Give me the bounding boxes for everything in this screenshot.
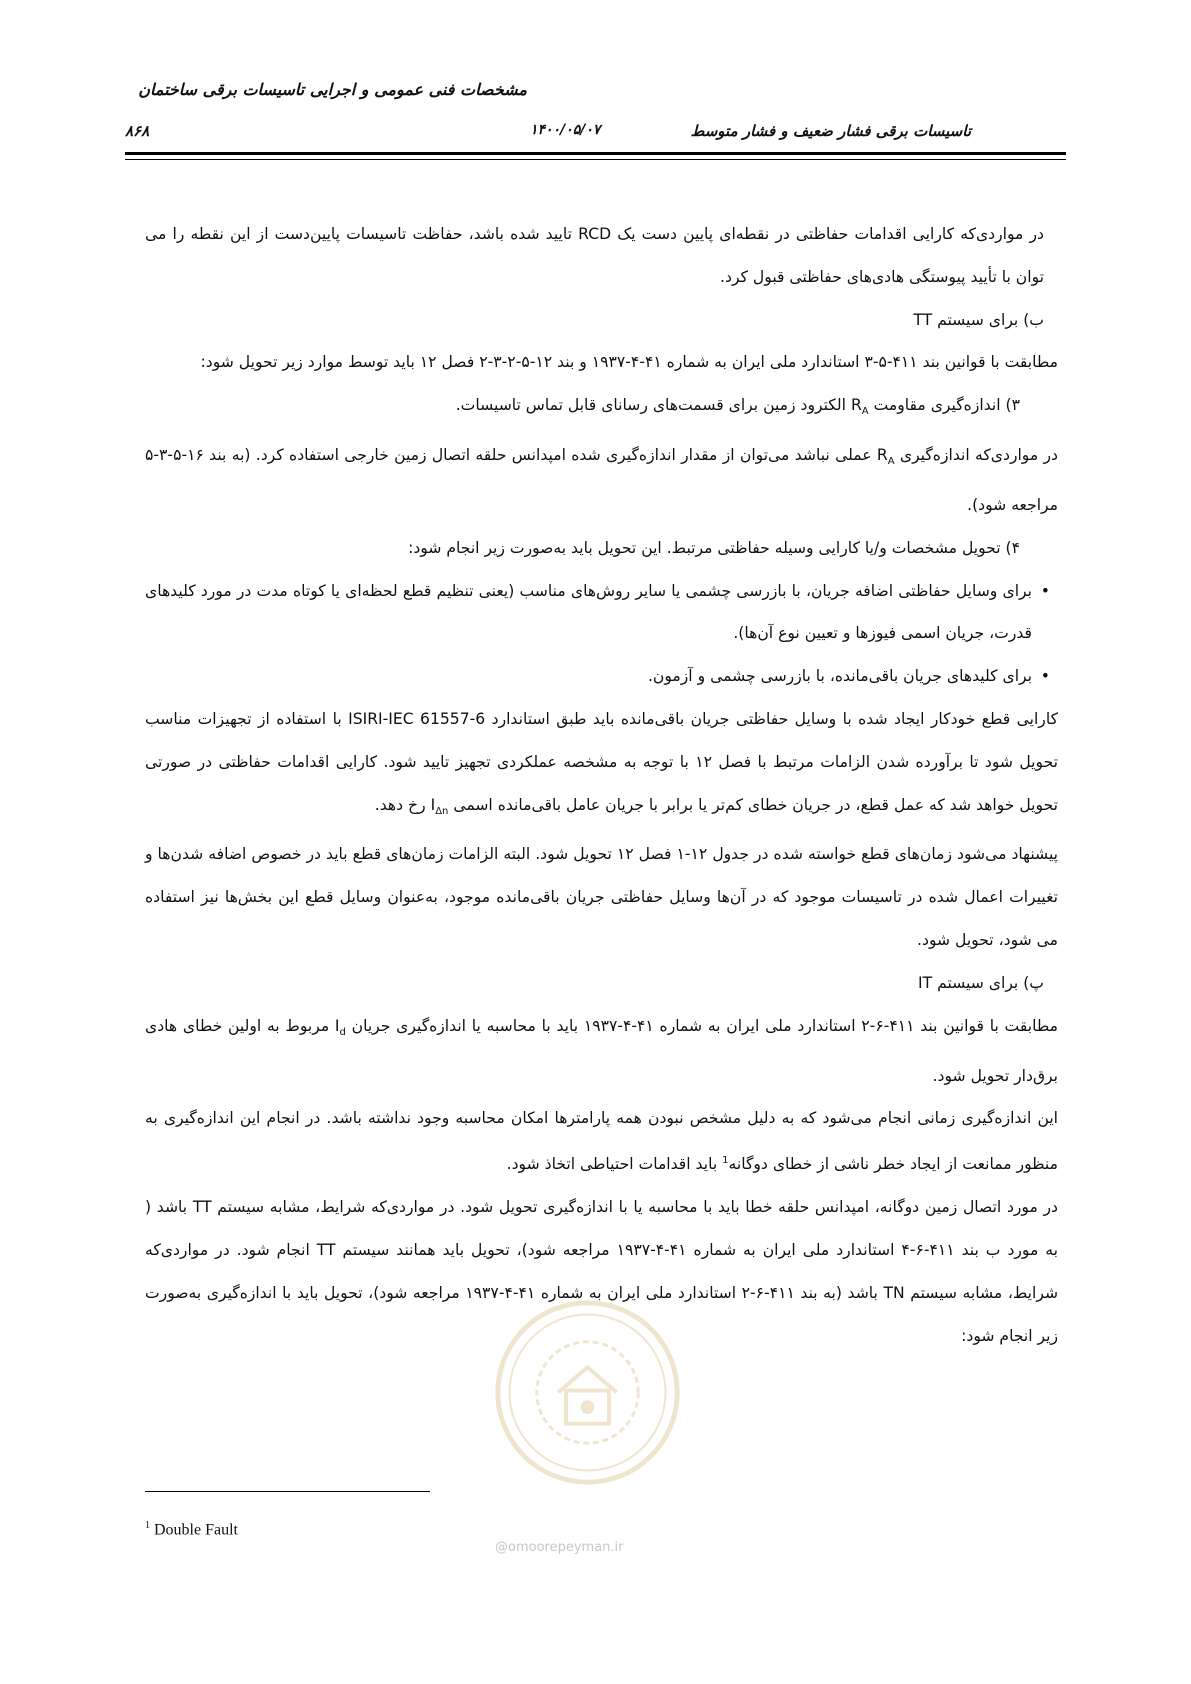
- document-title: مشخصات فنی عمومی و اجرایی تاسیسات برقی ساختمان: [138, 80, 527, 99]
- header-date: ۱۴۰۰/۰۵/۰۷: [530, 122, 601, 138]
- paragraph-disconnection-times: پیشنهاد می‌شود زمان‌های قطع خواسته شده در جدول ۱۲-۱ فصل ۱۲ تحویل شود. البته الزامات زمان‌های قطع باید در خصوص اضافه شدن‌ها و تغییرات اعمال شده در تاسیسات موجود که در آن‌ها وسایل حفاظتی جریان باقی‌مانده موجود، به‌عنوان وسایل قطع این بخش‌ها نیز استفاده می شود، تحویل شود.: [145, 845, 1058, 950]
- footnote-rule: [145, 1491, 430, 1492]
- main-content: [145, 213, 1058, 1357]
- footnote-text: Double Fault: [150, 1521, 238, 1539]
- bullet-icon: •: [1040, 667, 1050, 686]
- paragraph-rcd-efficiency: کارایی قطع خودکار ایجاد شده با وسایل حفاظتی جریان باقی‌مانده باید طبق استاندارد ISIRI-IEC 61557-6 با استفاده از تجهیزات مناسب تحویل شود تا برآورده شدن الزامات مرتبط با فصل ۱۲ با توجه به مشخصه عملکردی تجهیز تایید شود. کارایی اقدامات حفاظتی در صورتی تحویل خواهد شد که عمل قطع، در جریان خطای کم‌تر یا برابر با جریان عامل باقی‌مانده اسمی $I_{\Delta n}$ رخ دهد.: [145, 709, 1059, 817]
- page-number: ۸۶۸: [125, 122, 150, 140]
- at-icon: @: [495, 1540, 508, 1555]
- paragraph-double-earth-fault: در مورد اتصال زمین دوگانه، امپدانس حلقه خطا باید با محاسبه یا با اندازه‌گیری تحویل شود. در مواردی‌که شرایط، مشابه سیستم TT باشد ( به مورد ب بند ۴۱۱-۶-۴ استاندارد ملی ایران به شماره ۴۱-۴-۱۹۳۷ مراجعه شود)، تحویل باید همانند سیستم TT انجام شود. در مواردی‌که شرایط، مشابه سیستم TN باشد (به بند ۴۱۱-۶-۲ استاندارد ملی ایران به شماره ۴۱-۴-۱۹۳۷ مراجعه شود)، تحویل باید با اندازه‌گیری به‌صورت زیر انجام شود:: [145, 1198, 1059, 1345]
- list-item: • برای وسایل حفاظتی اضافه جریان، با بازرسی چشمی یا سایر روش‌های مناسب (یعنی تنظیم قطع لحظه‌ای یا کوتاه مدت در مورد کلیدهای قدرت، جریان اسمی فیوزها و تعیین نوع آن‌ها).: [145, 570, 1058, 656]
- header-rule-thin: [125, 159, 1066, 160]
- header-row: [125, 120, 1066, 146]
- paragraph-measurement: این اندازه‌گیری زمانی انجام می‌شود که به دلیل مشخص نبودن همه پارامترها امکان محاسبه وجود نداشته باشد. در انجام این اندازه‌گیری به منظور ممانعت از ایجاد خطر ناشی از خطای دوگانه$^1$ باید اقدامات احتیاطی اتخاذ شود.: [145, 1109, 1058, 1174]
- header-rule-thick: [125, 152, 1066, 155]
- heading-it-system: پ) برای سیستم IT: [917, 973, 1044, 992]
- paragraph-it-compliance: مطابقت با قوانین بند ۴۱۱-۶-۲ استاندارد ملی ایران به شماره ۴۱-۴-۱۹۳۷ باید با محاسبه یا اندازه‌گیری جریان $I_d$ مربوط به اولین خطای هادی برق‌دار تحویل شود.: [145, 1016, 1058, 1085]
- item-4: ۴) تحویل مشخصات و/یا کارایی وسیله حفاظتی مرتبط. این تحویل باید به‌صورت زیر انجام شود:: [408, 538, 1020, 557]
- header-subtitle: تاسیسات برقی فشار ضعیف و فشار متوسط: [690, 122, 971, 140]
- bullet-list: [145, 570, 1058, 698]
- paragraph-rcd: در مواردی‌که کارایی اقدامات حفاظتی در نقطه‌ای پایین دست یک RCD تایید شده باشد، حفاظت تاسیسات پایین‌دست از این نقطه را می توان با تأیید پیوستگی هادی‌های حفاظتی قبول کرد.: [145, 225, 1045, 286]
- watermark-url: @omoorepeyman.ir: [495, 1540, 624, 1555]
- footnote-number: 1: [145, 1520, 150, 1531]
- paragraph-tt-compliance: مطابقت با قوانین بند ۴۱۱-۵-۳ استاندارد ملی ایران به شماره ۴۱-۴-۱۹۳۷ و بند ۱۲-۵-۲-۳-۲ فصل ۱۲ باید توسط موارد زیر تحویل شود:: [200, 353, 1058, 372]
- paragraph-ra: در مواردی‌که اندازه‌گیری $R_A$ عملی نباشد می‌توان از مقدار اندازه‌گیری شده امپدانس حلقه اتصال زمین خارجی استفاده کرد. (به بند ۱۶-۵-۳-۵ مراجعه شود).: [145, 446, 1059, 514]
- heading-tt-system: ب) برای سیستم TT: [913, 310, 1044, 329]
- bullet-icon: •: [1040, 581, 1050, 600]
- item-3: ۳) اندازه‌گیری مقاومت $R_A$ الکترود زمین برای قسمت‌های رسانای قابل تماس تاسیسات.: [455, 396, 1020, 418]
- list-item: • برای کلیدهای جریان باقی‌مانده، با بازرسی چشمی و آزمون.: [145, 655, 1058, 698]
- footnote: [145, 1520, 238, 1539]
